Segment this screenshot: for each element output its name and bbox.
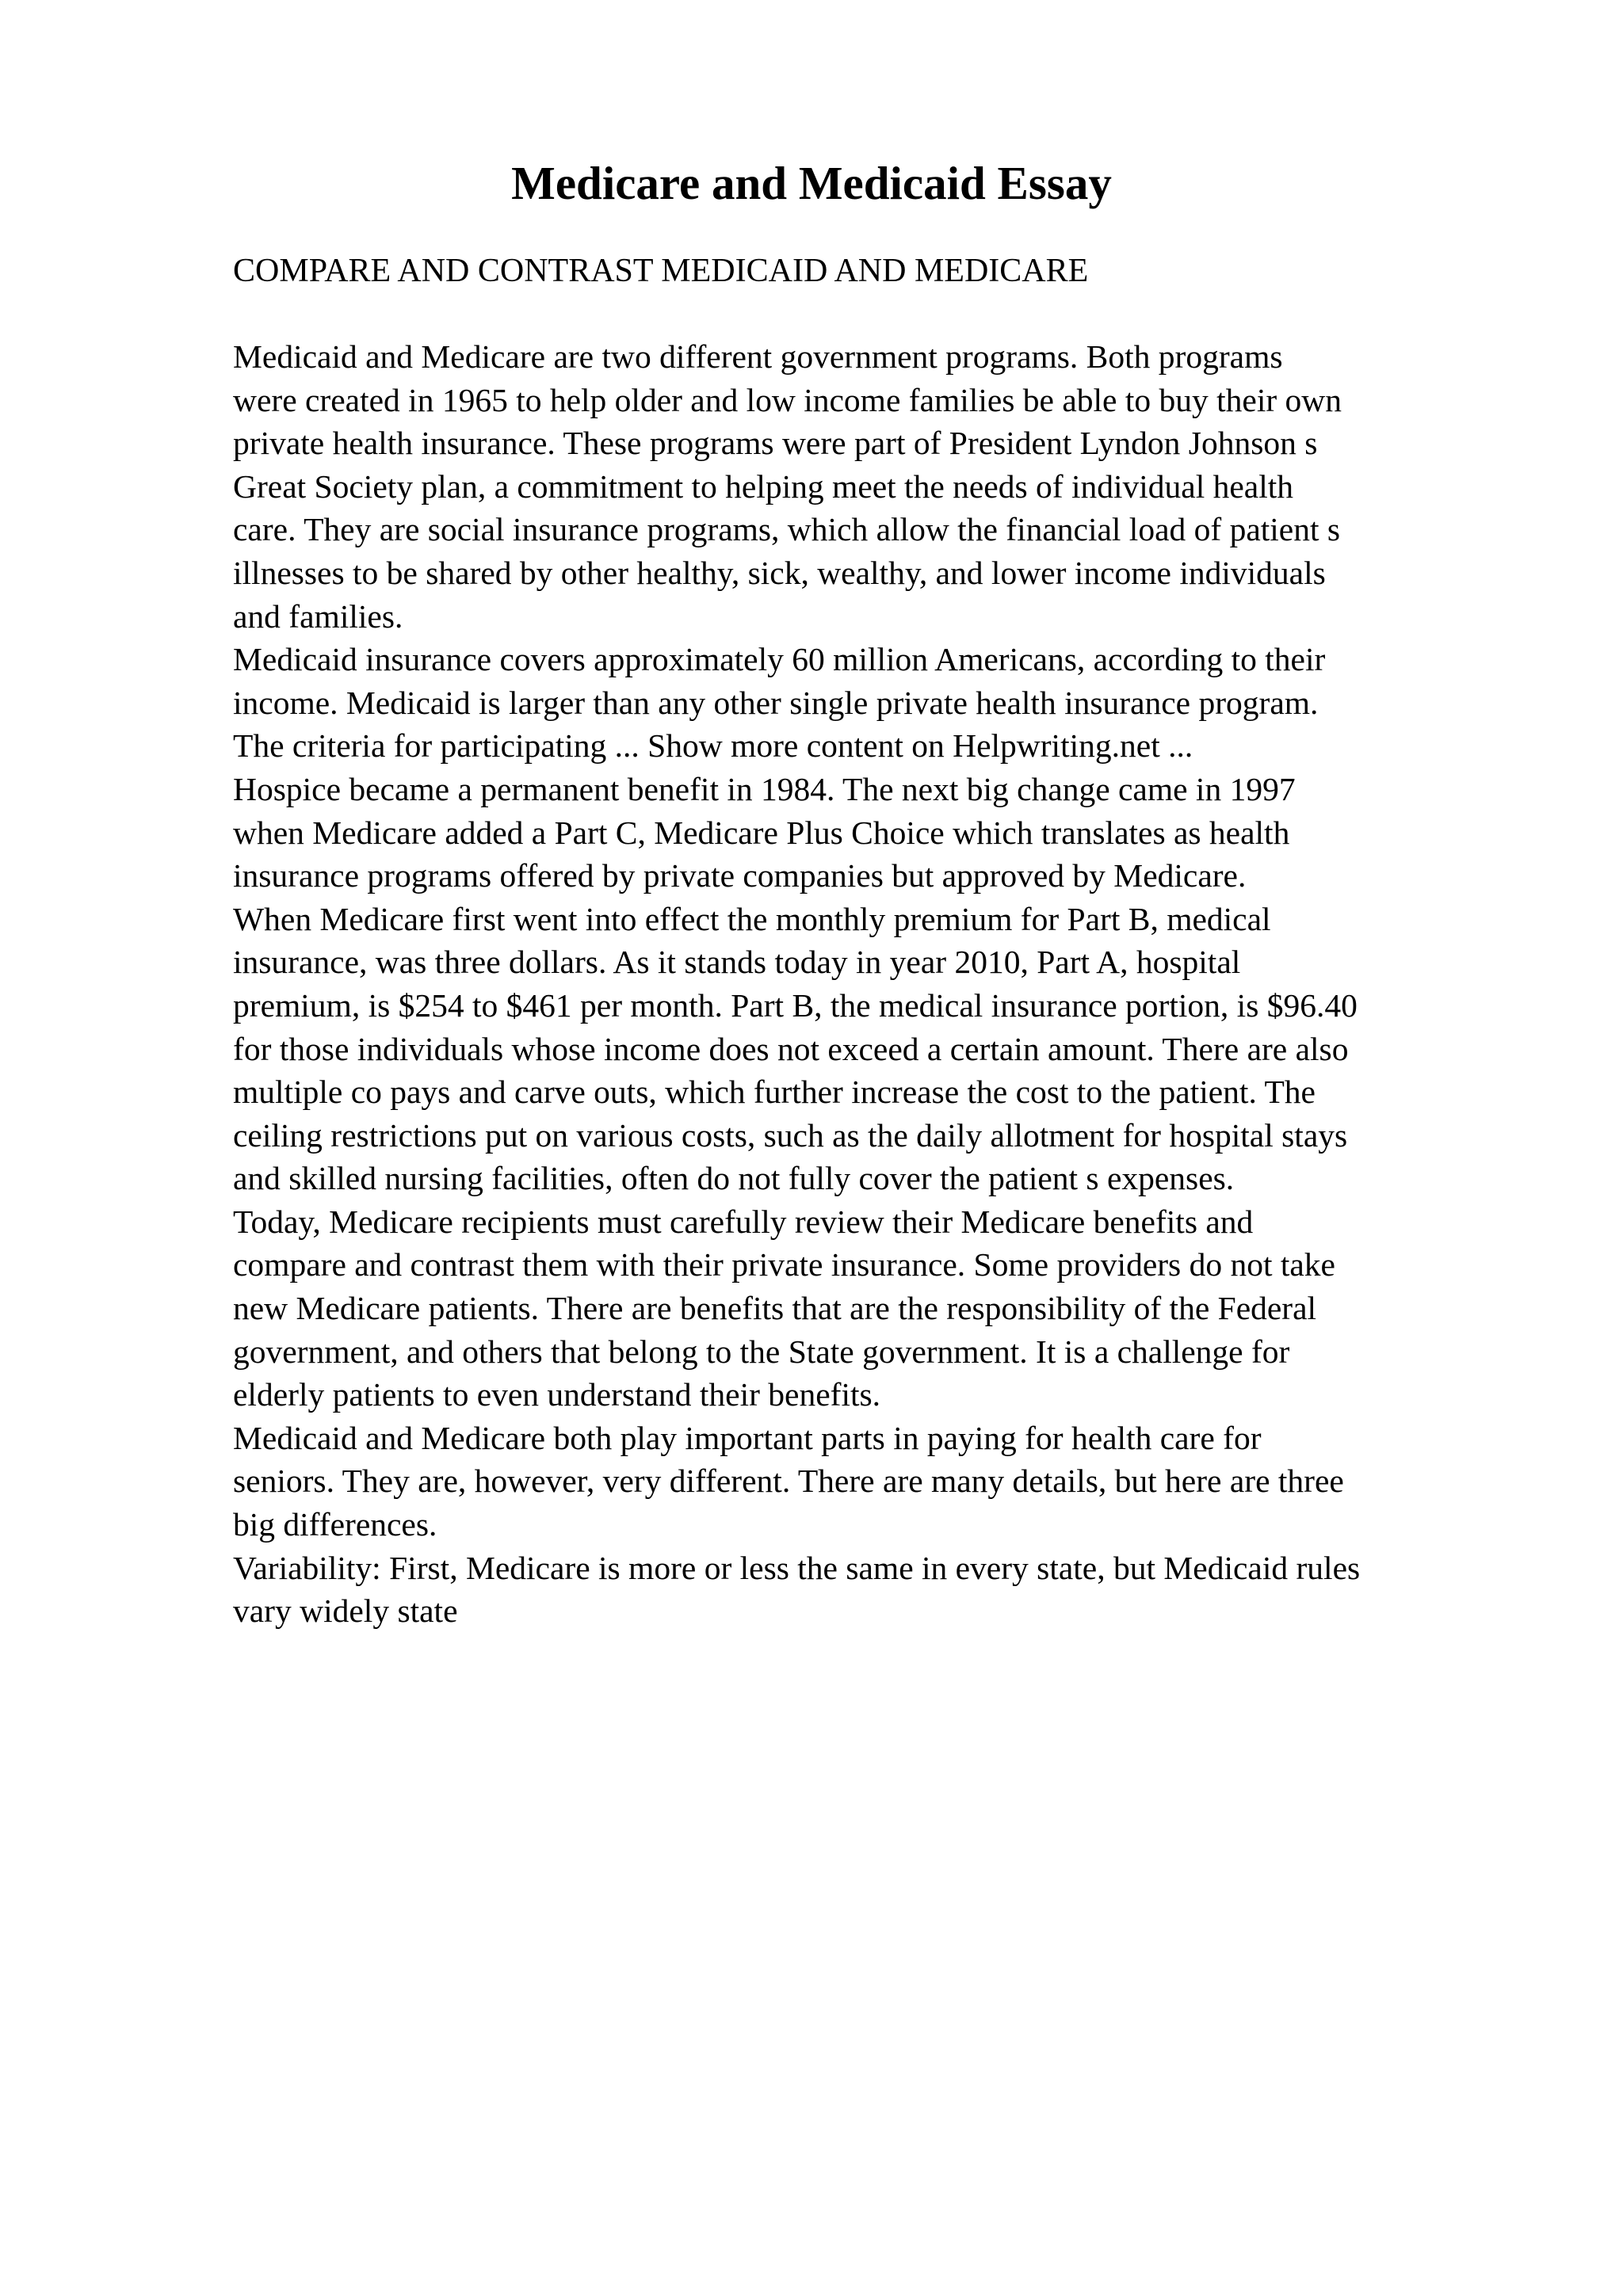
essay-line: and families. (233, 597, 403, 635)
essay-line: seniors. They are, however, very different. There are many details, but here are three (233, 1463, 1344, 1500)
essay-line: big differences. (233, 1506, 437, 1543)
essay-line: when Medicare added a Part C, Medicare Plus Choice which translates as health (233, 814, 1290, 851)
essay-line: elderly patients to even understand their benefits. (233, 1376, 881, 1413)
essay-line: insurance programs offered by private companies but approved by Medicare. (233, 857, 1247, 894)
essay-line: illnesses to be shared by other healthy, sick, wealthy, and lower income individuals (233, 554, 1326, 591)
essay-line: Medicaid and Medicare both play important parts in paying for health care for (233, 1419, 1262, 1456)
essay-line: premium, is $254 to $461 per month. Part B, the medical insurance portion, is $96.40 (233, 986, 1358, 1024)
essay-line: Medicaid insurance covers approximately 60 million Americans, according to their (233, 641, 1326, 678)
essay-line: and skilled nursing facilities, often do not fully cover the patient s expenses. (233, 1160, 1235, 1197)
essay-line: Hospice became a permanent benefit in 1984. The next big change came in 1997 (233, 770, 1296, 807)
essay-line: The criteria for participating ... Show more content on Helpwriting.net ... (233, 727, 1193, 765)
document-subtitle: COMPARE AND CONTRAST MEDICAID AND MEDICARE (233, 253, 1089, 289)
document-title: Medicare and Medicaid Essay (511, 157, 1112, 209)
essay-line: were created in 1965 to help older and low income families be able to buy their own (233, 381, 1342, 418)
essay-line: for those individuals whose income does not exceed a certain amount. There are also (233, 1030, 1349, 1067)
essay-line: government, and others that belong to the State government. It is a challenge for (233, 1333, 1290, 1370)
essay-line: When Medicare first went into effect the monthly premium for Part B, medical (233, 900, 1271, 937)
essay-line: insurance, was three dollars. As it stands today in year 2010, Part A, hospital (233, 944, 1241, 981)
essay-line: ceiling restrictions put on various costs, such as the daily allotment for hospital stays (233, 1116, 1348, 1154)
essay-line: Variability: First, Medicare is more or less the same in every state, but Medicaid rules (233, 1549, 1361, 1586)
essay-body (233, 335, 1517, 1633)
essay-line: income. Medicaid is larger than any other single private health insurance program. (233, 684, 1319, 721)
essay-line: private health insurance. These programs were part of President Lyndon Johnson s (233, 425, 1318, 462)
essay-line: multiple co pays and carve outs, which further increase the cost to the patient. The (233, 1074, 1316, 1111)
essay-line: Great Society plan, a commitment to helping meet the needs of individual health (233, 467, 1294, 505)
essay-line: compare and contrast them with their private insurance. Some providers do not take (233, 1246, 1335, 1283)
essay-line: new Medicare patients. There are benefits that are the responsibility of the Federal (233, 1290, 1317, 1327)
essay-line: Today, Medicare recipients must carefully review their Medicare benefits and (233, 1203, 1254, 1240)
essay-line: care. They are social insurance programs, which allow the financial load of patient s (233, 511, 1341, 548)
essay-line: Medicaid and Medicare are two different government programs. Both programs (233, 338, 1283, 375)
essay-line: vary widely state (233, 1592, 458, 1630)
